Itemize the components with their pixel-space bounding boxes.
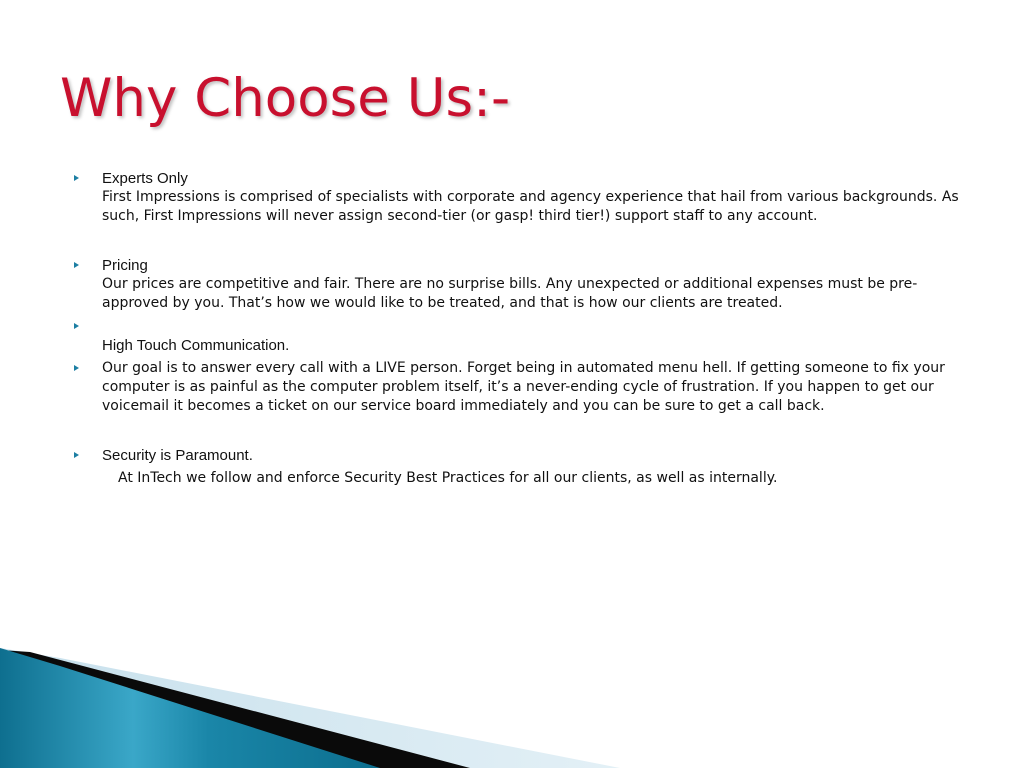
item-subline: At InTech we follow and enforce Security Best Practices for all our clients, as well as internally. [118, 470, 778, 486]
deco-blue-band [0, 648, 380, 768]
item-heading: Pricing [102, 257, 148, 274]
corner-decoration [0, 638, 1024, 768]
list-item-security [72, 446, 972, 465]
triangle-bullet-icon [74, 323, 79, 329]
list-item-pricing [72, 256, 972, 313]
list-item-experts-only [72, 169, 972, 226]
triangle-bullet-icon [74, 452, 79, 458]
list-item-high-touch [72, 317, 972, 355]
item-heading: Security is Paramount. [102, 447, 253, 464]
item-body: Our goal is to answer every call with a LIVE person. Forget being in automated menu hell. If getting someone to fix your computer is as painful as the computer problem itself, it’s a never-ending cycle of frustration. If you happen to get our voicemail it becomes a ticket on our service board immediately and you can be sure to get a call back. [102, 360, 945, 414]
item-body: First Impressions is comprised of specialists with corporate and agency experience that hail from various backgrounds. As such, First Impressions will never assign second-tier (or gasp! third tier!) support staff to any account. [102, 189, 959, 224]
item-heading: High Touch Communication. [102, 337, 290, 354]
item-heading: Experts Only [102, 170, 188, 187]
list-item-goal [72, 359, 972, 416]
page-title: Why Choose Us:- [60, 68, 511, 129]
triangle-bullet-icon [74, 365, 79, 371]
triangle-bullet-icon [74, 175, 79, 181]
triangle-bullet-icon [74, 262, 79, 268]
item-body: Our prices are competitive and fair. There are no surprise bills. Any unexpected or additional expenses must be pre-approved by you. That’s how we would like to be treated, and that is how our clients are treated. [102, 276, 918, 311]
bullet-list [72, 169, 972, 488]
